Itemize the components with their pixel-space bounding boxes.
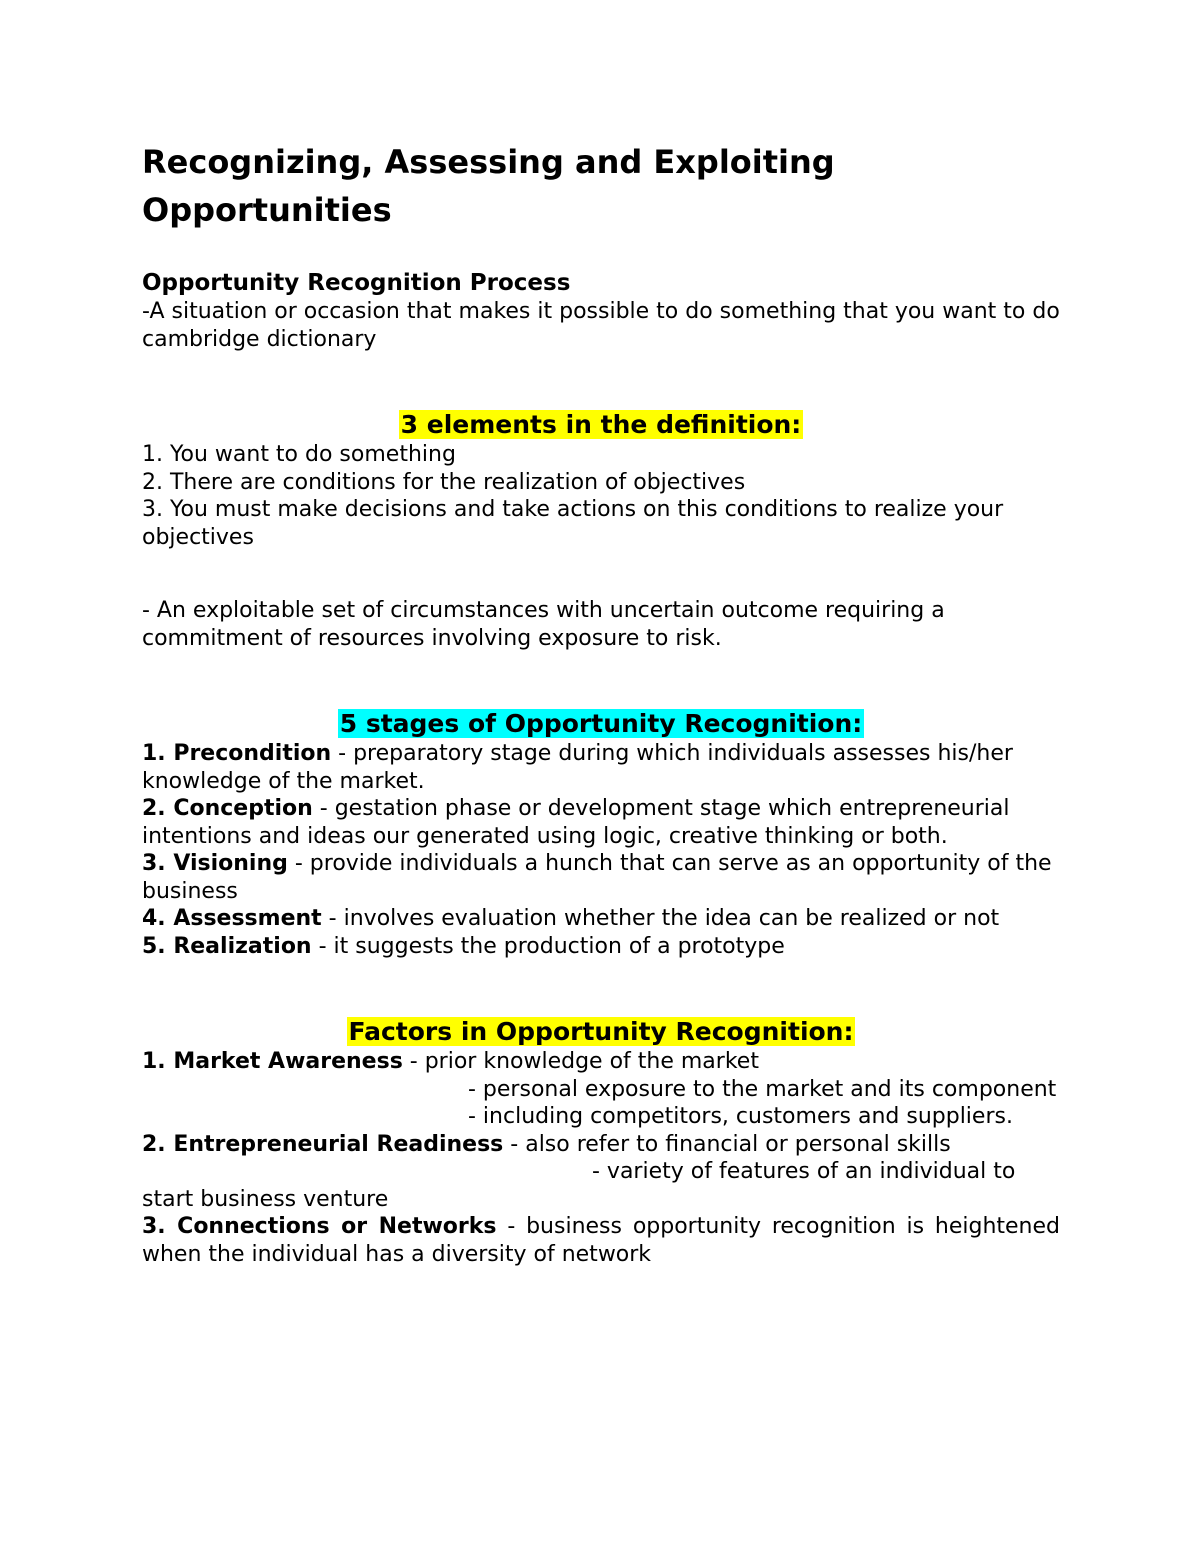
stage-item-2 (142, 795, 1060, 850)
stage-term-3: 3. Visioning (142, 851, 288, 876)
factors-heading-text: Factors in Opportunity Recognition: (348, 1017, 854, 1046)
stage-desc-4: - involves evaluation whether the idea can be realized or not (321, 906, 1000, 931)
spacer (142, 960, 1060, 1016)
factor-2-sub-1: - variety of features of an individual to start business venture (142, 1159, 1016, 1212)
factor-term-3: 3. Connections or Networks (142, 1214, 497, 1239)
elements-heading-text: 3 elements in the definition: (400, 410, 802, 439)
stage-term-1: 1. Precondition (142, 741, 332, 766)
stage-item-5 (142, 933, 1060, 961)
factor-item-2 (142, 1131, 1060, 1159)
factor-1-sub-1: - personal exposure to the market and its component (468, 1076, 1057, 1102)
factor-term-1: 1. Market Awareness (142, 1049, 403, 1074)
section-heading: Opportunity Recognition Process (142, 270, 571, 296)
factor-term-2: 2. Entrepreneurial Readiness (142, 1131, 504, 1157)
document-title: Recognizing, Assessing and Exploiting Opportunities (142, 143, 835, 229)
elements-heading (142, 409, 1060, 441)
stage-item-1 (142, 740, 1060, 795)
factors-heading (142, 1016, 1060, 1048)
stage-desc-3: - provide individuals a hunch that can serve as an opportunity of the business (142, 851, 1052, 904)
stages-heading (142, 708, 1060, 740)
factor-item-1 (142, 1048, 1060, 1076)
definition-text: -A situation or occasion that makes it possible to do something that you want to do cambridge dictionary (142, 299, 1060, 352)
spacer (142, 353, 1060, 409)
stage-term-5: 5. Realization (142, 933, 312, 959)
stage-item-3 (142, 850, 1060, 905)
exploitable-note: - An exploitable set of circumstances with uncertain outcome requiring a commitment of resources involving exposure to risk. (142, 598, 945, 651)
element-item-2: 2. There are conditions for the realization of objectives (142, 469, 746, 495)
document-page (142, 138, 1060, 1268)
element-item-1: 1. You want to do something (142, 442, 456, 467)
factor-item-3 (142, 1213, 1060, 1268)
stages-heading-text: 5 stages of Opportunity Recognition: (339, 709, 863, 738)
factor-desc-3: - business opportunity recognition is heightened when the individual has a diversity of network (142, 1214, 1060, 1267)
stage-desc-1: - preparatory stage during which individuals assesses his/her knowledge of the market. (142, 741, 1013, 794)
stage-item-4 (142, 905, 1060, 933)
spacer (142, 652, 1060, 708)
stage-desc-5: - it suggests the production of a prototype (311, 933, 785, 959)
element-item-3: 3. You must make decisions and take actions on this conditions to realize your objectives (142, 497, 1004, 550)
factor-desc-1: - prior knowledge of the market (402, 1049, 759, 1074)
stage-desc-2: - gestation phase or development stage which entrepreneurial intentions and ideas our generated using logic, creative thinking or both. (142, 796, 1010, 849)
stage-term-2: 2. Conception (142, 796, 313, 821)
factor-desc-2: - also refer to financial or personal skills (503, 1131, 951, 1157)
spacer (142, 551, 1060, 597)
factor-1-sub-2: - including competitors, customers and suppliers. (468, 1104, 1013, 1129)
stage-term-4: 4. Assessment (142, 906, 322, 931)
